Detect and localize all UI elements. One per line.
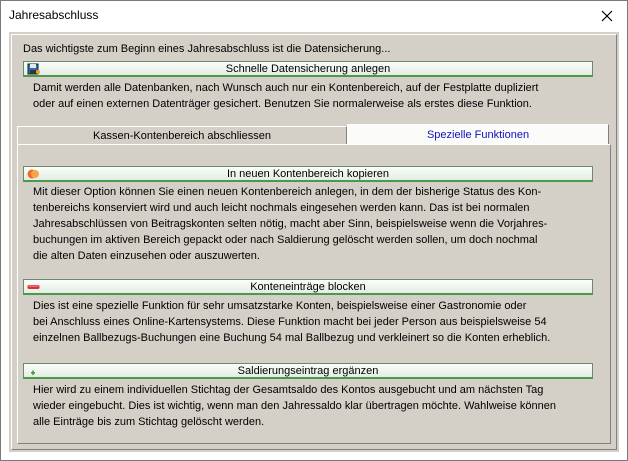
block-entries-button[interactable] xyxy=(23,279,593,295)
add-entry-icon xyxy=(27,365,40,377)
balance-description: Hier wird zu einem individuellen Stichtag der Gesamtsaldo des Kontos ausgebucht und am nächsten Tag wieder eingebucht. Dies ist wichtig, wenn man den Jahressaldo klar übertragen möchte. Wahlweise können alle Einträge bis zum Stichtag gelöscht werden. xyxy=(33,384,556,428)
copy-to-new-area-button[interactable] xyxy=(23,166,593,182)
window-title: Jahresabschluss xyxy=(9,8,99,22)
backup-button[interactable] xyxy=(23,61,593,77)
copy-button-label: In neuen Kontenbereich kopieren xyxy=(226,167,390,180)
close-button[interactable] xyxy=(587,1,627,31)
tab-spezielle-label: Spezielle Funktionen xyxy=(426,129,530,141)
balance-entry-button[interactable] xyxy=(23,363,593,379)
copy-icon xyxy=(27,168,40,180)
backup-disk-icon xyxy=(27,63,40,75)
block-description: Dies ist eine spezielle Funktion für sehr umsatzstarke Konten, beispielsweise einer Gastronomie oder bei Anschluss eines Online-Kartensystems. Diese Funktion macht bei jeder Person aus beispielsweise 54 einzelnen Ballbezugs-Buchungen eine Buchung 54 mal Ballbezug und verkleinert so die Konten erheblich. xyxy=(33,300,551,344)
dialog-body xyxy=(9,32,619,452)
backup-description: Damit werden alle Datenbanken, nach Wunsch auch nur ein Kontenbereich, auf der Festplatte dupliziert oder auf einen externen Datenträger gesichert. Benutzen Sie normalerweise als erstes diese Funktion. xyxy=(33,82,539,110)
tab-bar xyxy=(17,125,611,144)
title-bar xyxy=(1,1,627,31)
backup-button-label: Schnelle Datensicherung anlegen xyxy=(225,62,391,75)
tab-kassen-label: Kassen-Kontenbereich abschliessen xyxy=(93,129,271,142)
block-button-label: Konteneinträge blocken xyxy=(250,280,366,293)
intro-text: Das wichtigste zum Beginn eines Jahresabschluss ist die Datensicherung... xyxy=(23,43,391,55)
close-icon xyxy=(601,10,613,22)
tab-kassen-kontenbereich[interactable] xyxy=(17,126,347,144)
copy-description: Mit dieser Option können Sie einen neuen Kontenbereich anlegen, in dem der bisherige Status des Kon- tenbereichs konserviert wird und auch leicht nochmals eingesehen werden kann. Das ist bei normalen Jahresabschlüssen von Beitragskonten selten nötig, macht aber Sinn, beispielsweise wenn die Vorjahres- buchungen im aktiven Bereich gepackt oder nach Saldierung gelöscht werden sollen, um doch nochmal die alten Daten einzusehen oder auszuwerten. xyxy=(33,186,548,262)
balance-button-label: Saldierungseintrag ergänzen xyxy=(237,364,379,377)
block-icon xyxy=(27,281,40,293)
tab-spezielle-funktionen[interactable] xyxy=(347,124,609,145)
